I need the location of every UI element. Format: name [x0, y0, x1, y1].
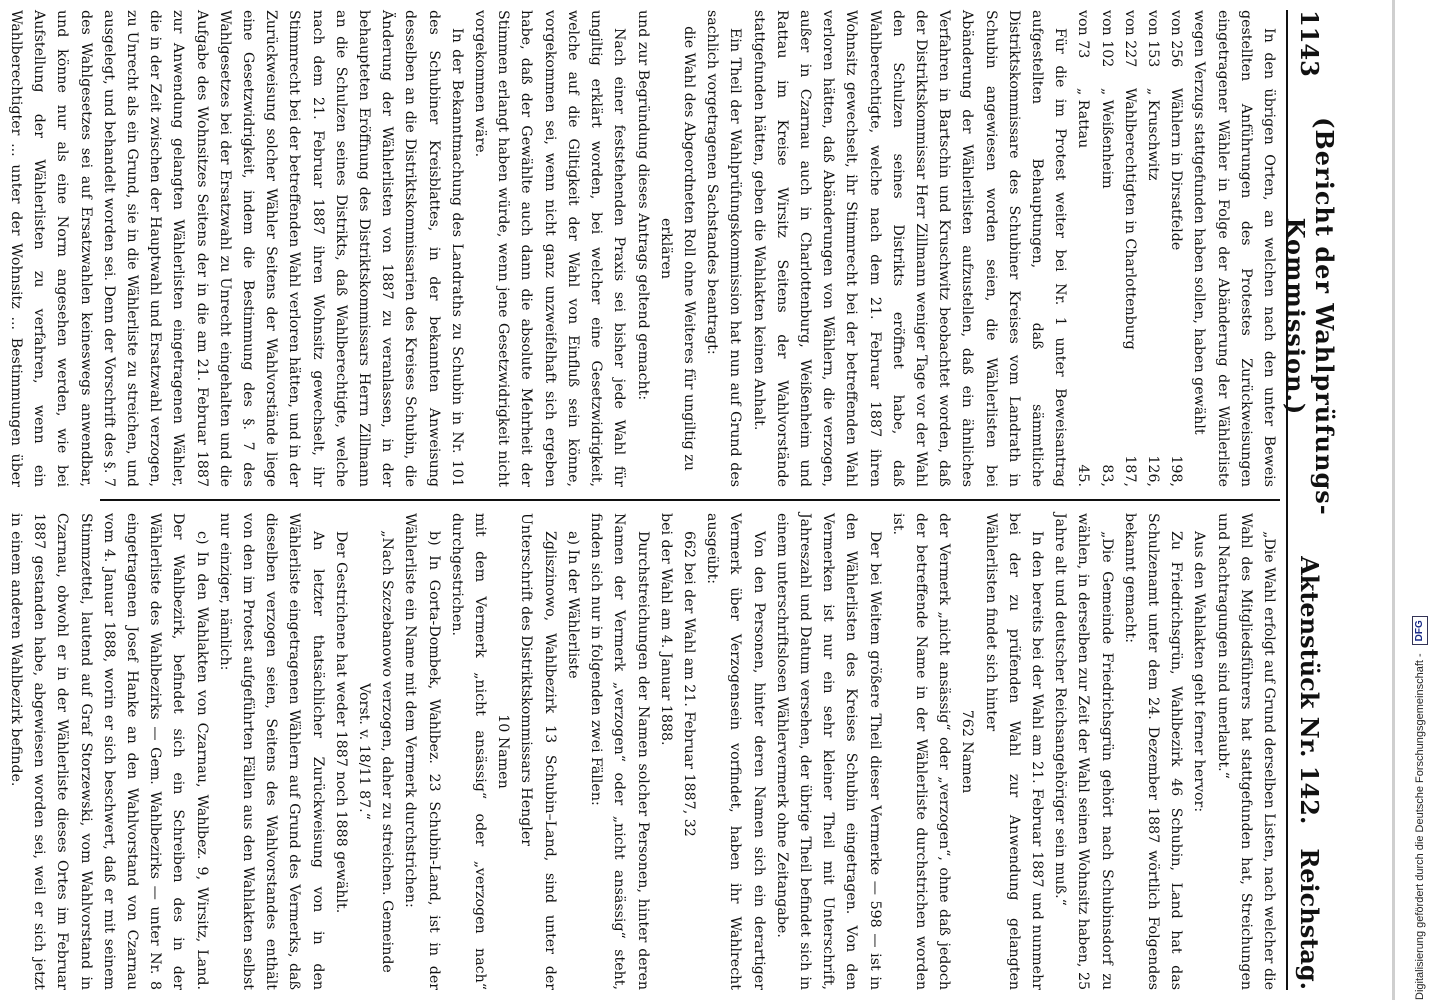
count-line: 10 Namen	[495, 714, 512, 789]
paragraph: die Wahl des Abgeordneten Roll ohne Weiteres für ungiltig zu erklären	[657, 26, 697, 471]
table-row: von 256 Wählern in Dirsatfelde 198,	[1168, 10, 1185, 487]
paragraph: Der bei Weitem größere Theil dieser Vermerke — 598 — ist in den Wählerlisten des Kreises Schubin eingetragen. Von den Vermerken ist nur ein sehr kleiner Theil mit Unterschrift, Jahreszahl und Datum versehen, der übrige Theil befindet sich in einem unterschriftslosen Wählervermerk ohne Zeitangabe.	[773, 513, 883, 990]
column-divider	[100, 499, 1280, 501]
paragraph: An letzter thatsächlicher Zurückweisung von in den Wählerliste eingetragenen Wählern auf Grund des Vermerks, daß dieselben verzogen seien, Seitens des Wahlvorstandes enthält von den im Protest aufgeführten Fällen aus den Wahlakten selbst nur einziger, nämlich:	[216, 513, 326, 990]
footer-text: Digitalisierung gefördert durch die Deutsche Forschungsgemeinschaft -	[1414, 653, 1426, 1000]
paragraph: bei der Wahl am 4. Januar 1888.	[657, 513, 674, 746]
paragraph: Zgliszinowo, Wahlbezirk 13 Schubin–Land, sind unter der Unterschrift des Distriktskommissars Hengler	[518, 513, 558, 990]
paragraph: „Nach Szczebanowo verzogen, daher zu streichen. Gemeinde Vorst. v. 18/11 87.“	[356, 530, 396, 973]
page-header	[1281, 10, 1339, 990]
table-row: von 73 „ Rattau 45.	[1075, 10, 1092, 487]
count-line: 762 Namen	[959, 709, 976, 794]
paragraph: c) In den Wahlakten von Czarnau, Wahlbez. 9, Wirsitz, Land. Der Wahlbezirk, befindet sich ein Schreiben des in der Wählerliste des Wahlbezirks — Gem. Wahlbezirks — unter Nr. 8 eingetragenen Josef Hanke an den Wahlvorstand von Czarnau vom 4. Januar 1888, worin er sich beschwert, daß er mit seinem Stimmzettel, lautend auf Graf Storzewski, vom Wahlvorstand in Czarnau, obwohl er in der Wählerliste dieses Ortes im Februar 1887 gestanden habe, abgewiesen worden sei, weil er sich jetzt in einem anderen Wahlbezirk befinde.	[8, 513, 210, 990]
paragraph: Für die im Protest weiter bei Nr. 1 unter Beweisantrag aufgestellten Behauptungen, daß sämmtliche Distriktskommissare des Schubiner Kreises vom Landrath in Schubin angewiesen worden seien, die Wählerlisten bei Abänderung der Wählerlisten aufzustellen, daß ein ähnliches Verfahren in Bartschin und Kruschwitz beobachtet worden, daß der Distriktskommissar Herr Zillmann weniger Tage vor der Wahl den Schulzen seines Distrikts eröffnet habe, daß Wahlberechtigte, welche nach dem 21. Februar 1887 ihren Wohnsitz gewechselt, ihr Stimmrecht bei der betreffenden Wahl verloren hätten, daß Abänderungen von Wählern, die verzogen, außer in Czarnau auch in Charlottenburg, Weißenheim und Rattau im Kreise Wirsitz Seitens der Wahlvorstände stattgefunden hätten, geben die Wahlakten keinen Anhalt.	[750, 10, 1069, 487]
table-row: von 227 Wahlberechtigten in Charlottenburg 187,	[1121, 10, 1138, 487]
paragraph	[0, 513, 4, 990]
paragraph: Der Gestrichene hat weder 1887 noch 1888 gewählt.	[332, 531, 349, 914]
vote-table	[1071, 10, 1187, 487]
paragraph: Aus den Wahlakten geht ferner hervor:	[1191, 531, 1208, 813]
page-number: 1143	[1295, 10, 1325, 77]
paragraph: der Vermerk „nicht ansässig“ oder „verzogen“, ohne daß jedoch der betreffende Name in der Wählerliste durchstrichen worden ist.	[889, 513, 953, 990]
paragraph: Durchstreichungen der Namen solcher Personen, hinter deren Namen der Vermerk „verzogen“ oder „nicht ansässig“ steht, finden sich nur in folgenden zwei Fällen:	[588, 513, 651, 990]
paragraph: Nach einer feststehenden Praxis sei bisher jede Wahl für ungiltig erklärt worden, bei welcher eine Gesetzwidrigkeit, welche auf die Giltigkeit der Wahl von Einfluß sein könne, vorgekommen sei, wenn nicht ganz unzweifelhaft sich ergeben habe, daß der Gewählte auch dann die absolute Mehrheit der Stimmen erlangt haben würde, wenn jene Gesetzwidrigkeit nicht vorgekommen wäre.	[472, 10, 628, 487]
paragraph: In der Bekanntmachung des Landraths zu Schubin in Nr. 101 des Schubiner Kreisblattes, in der bekannten Anweisung desselben an die Distriktskommissarien des Kreises Schubin, die Änderung der Wählerlisten von 1887 zu veranlassen, in der behaupteten Eröffnung des Distriktskommissars Herrn Zillmann an die Schulzen seines Distrikts, daß Wahlberechtigte, welche nach dem 21. Februar 1887 ihren Wohnsitz gewechselt, ihr Stimmrecht bei der betreffenden Wahl verloren hätten, und in der Zurückweisung solcher Wähler Seitens der Wahlvorstände liege eine Gesetzwidrigkeit, indem die Bestimmung des §. 7 des Wahlgesetzes bei der Ersatzwahl zu Unrecht eingehalten und die Aufgabe des Wohnsitzes Seitens der in die am 21. Februar 1887 zur Anwendung gelangten Wählerlisten eingetragenen Wähler, die in der Zeit zwischen der Hauptwahl und Ersatzwahl verzogen, zu Unrecht als ein Grund, sie in die Wählerliste zu streichen, und ausgelegt, und behandelt worden sei. Denn der Vorschrift des §. 7 des Wahlgesetzes sei auf Ersatzwahlen keineswegs anwendbar, und könne nur als eine Norm angesehen werden, wie bei Aufstellung der Wählerlisten zu verfahren, wenn ein Wahlberechtigter ... unter der Wohnsitz ... Bestimmungen über	[8, 10, 465, 487]
digitization-footer	[1408, 470, 1432, 1000]
page-left-title: Aktenstück Nr. 142.	[1295, 556, 1325, 825]
table-row: von 102 „ Weißenheim 83,	[1098, 10, 1115, 487]
count-line: 662 bei der Wahl am 21. Februar 1887, 32	[680, 531, 697, 837]
paragraph: Von den Personen, hinter deren Namen sich ein derartiger Vermerk über Verzogensein vorfindet, haben ihr Wahlrecht ausgeübt:	[704, 513, 767, 990]
table-row: von 153 „ Kruschwitz 126,	[1144, 10, 1161, 487]
paragraph: b) In Gorta-Dombek, Wahlbez. 23 Schubin-Land, ist in der Wählerliste ein Name mit dem Vermerk durchstrichen:	[402, 513, 442, 990]
document-page	[8, 0, 1340, 1000]
paragraph: a) In der Wählerliste	[564, 531, 581, 679]
footer-text-row	[1408, 470, 1432, 1000]
dfg-logo: DFG	[1412, 616, 1428, 645]
paragraph: In den bereits bei der Wahl am 21. Februar 1887 und nunmehr bei der zu prüfenden Wahl zur Anwendung gelangten Wählerlisten findet sich hinter	[982, 513, 1045, 990]
column-left	[8, 10, 1280, 487]
paragraph: In den übrigen Orten, an welchen nach den unter Beweis gestellten Anführungen des Protestes Zurückweisungen eingetragener Wähler in Folge der Abänderung der Wählerliste wegen Verzugs stattgefunden haben sollen, haben gewählt	[1191, 10, 1277, 487]
text-columns	[8, 10, 1280, 990]
page-right-title: Reichstag.	[1295, 848, 1325, 990]
paragraph: und zur Begründung dieses Antrags geltend gemacht:	[634, 10, 651, 401]
scan-edge	[1392, 0, 1395, 1000]
paragraph: „Die Wahl erfolgt auf Grund derselben Listen, nach welcher die Wahl des Mitgliedsführers hat stattgefunden hat, Streichungen und Nachtragungen sind unerlaubt.“	[1214, 513, 1277, 990]
page-center-title: (Bericht der Wahlprüfungs-Kommission.)	[1281, 117, 1339, 516]
paragraph: Ein Theil der Wahlprüfungskommission hat nun auf Grund des sachlich vorgetragenen Sachstandes beantragt:	[704, 10, 744, 487]
column-right	[8, 513, 1280, 990]
paragraph: mit dem Vermerk „nicht ansässig“ oder „verzogen nach“ durchgestrichen.	[448, 513, 489, 990]
paragraph: „Die Gemeinde Friedrichsgrün gehört nach Schubinsdorf zu wählen, in derselben zur Zeit der Wahl seinen Wohnsitz haben, 25 Jahre alt und deutscher Reichsangehöriger sein muß.“	[1052, 513, 1115, 990]
paragraph: Zu Friedrichsgrün, Wahlbezirk 46 Schubin, Land hat das Schulzenamt unter dem 24. Dezember 1887 wörtlich Folgendes bekannt gemacht:	[1121, 513, 1185, 990]
